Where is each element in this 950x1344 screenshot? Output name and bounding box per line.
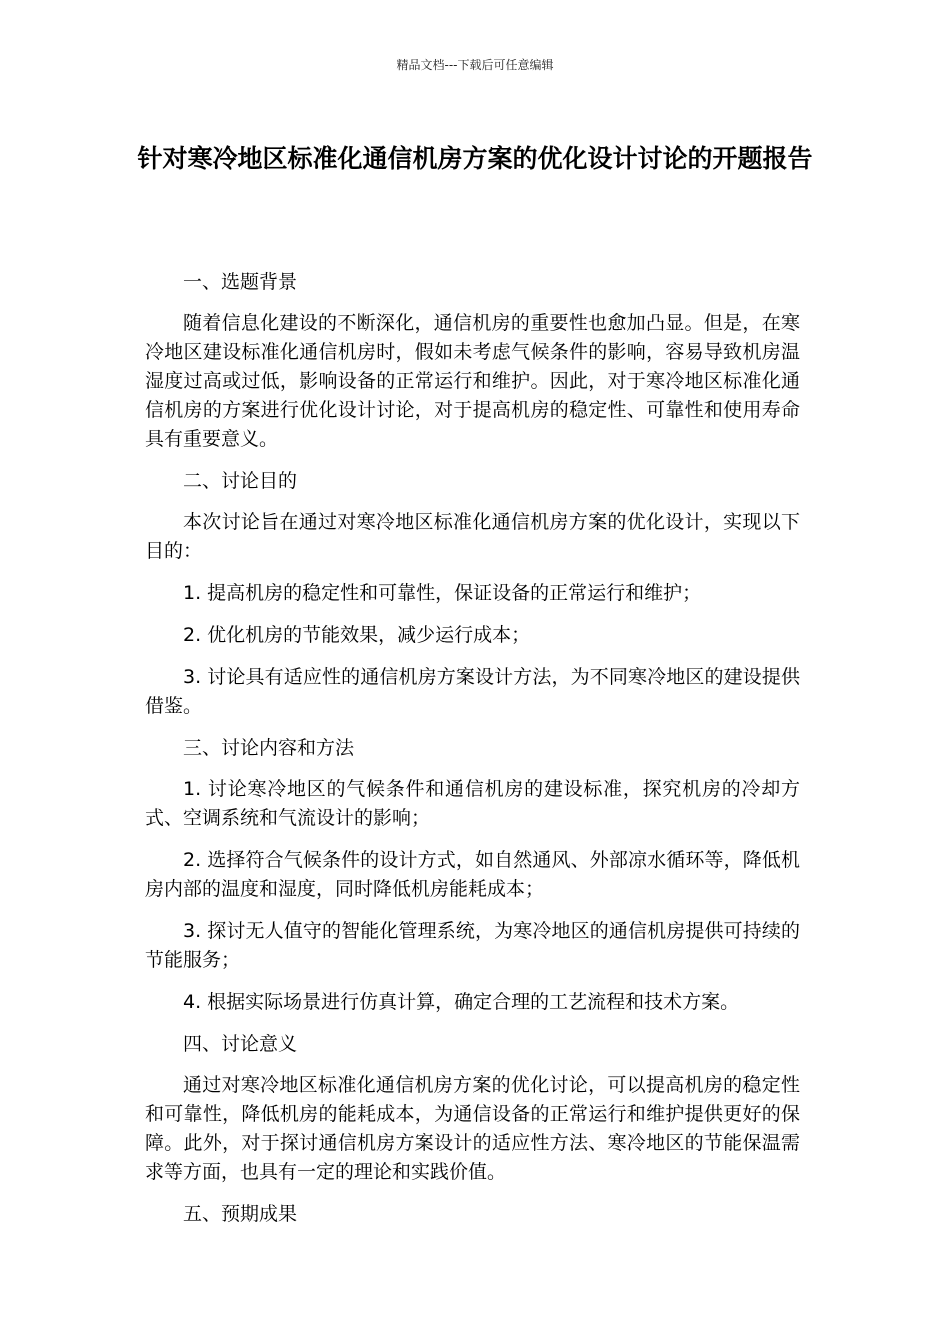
list-item-content-2: 2. 选择符合气候条件的设计方式，如自然通风、外部凉水循环等，降低机房内部的温度和湿度，同时降低机房能耗成本； bbox=[145, 849, 800, 900]
paragraph-purpose-intro: 本次讨论旨在通过对寒冷地区标准化通信机房方案的优化设计，实现以下目的： bbox=[145, 511, 800, 562]
list-item-purpose-1: 1. 提高机房的稳定性和可靠性，保证设备的正常运行和维护； bbox=[183, 582, 702, 604]
paragraph-background: 随着信息化建设的不断深化，通信机房的重要性也愈加凸显。但是，在寒冷地区建设标准化通信机房时，假如未考虑气候条件的影响，容易导致机房温湿度过高或过低，影响设备的正常运行和维护。因此，对于寒冷地区标准化通信机房的方案进行优化设计讨论，对于提高机房的稳定性、可靠性和使用寿命具有重要意义。 bbox=[145, 312, 800, 450]
section-heading-content-methods: 三、讨论内容和方法 bbox=[183, 737, 355, 759]
section-heading-significance: 四、讨论意义 bbox=[183, 1033, 298, 1055]
paragraph-significance: 通过对寒冷地区标准化通信机房方案的优化讨论，可以提高机房的稳定性和可靠性，降低机房的能耗成本，为通信设备的正常运行和维护提供更好的保障。此外，对于探讨通信机房方案设计的适应性方法、寒冷地区的节能保温需求等方面，也具有一定的理论和实践价值。 bbox=[145, 1074, 800, 1183]
section-heading-background: 一、选题背景 bbox=[183, 271, 298, 293]
page-header: 精品文档---下载后可任意编辑 bbox=[396, 58, 554, 72]
document-body bbox=[145, 268, 800, 1241]
list-item-purpose-2: 2. 优化机房的节能效果，减少运行成本； bbox=[183, 624, 531, 646]
list-item-content-4: 4. 根据实际场景进行仿真计算，确定合理的工艺流程和技术方案。 bbox=[183, 991, 740, 1013]
list-item-content-1: 1. 讨论寒冷地区的气候条件和通信机房的建设标准，探究机房的冷却方式、空调系统和气流设计的影响； bbox=[145, 778, 800, 829]
list-item-purpose-3: 3. 讨论具有适应性的通信机房方案设计方法，为不同寒冷地区的建设提供借鉴。 bbox=[145, 666, 800, 717]
document-title: 针对寒冷地区标准化通信机房方案的优化设计讨论的开题报告 bbox=[137, 144, 813, 173]
section-heading-purpose: 二、讨论目的 bbox=[183, 470, 298, 492]
section-heading-expected-results: 五、预期成果 bbox=[183, 1203, 298, 1225]
list-item-content-3: 3. 探讨无人值守的智能化管理系统，为寒冷地区的通信机房提供可持续的节能服务； bbox=[145, 920, 800, 971]
